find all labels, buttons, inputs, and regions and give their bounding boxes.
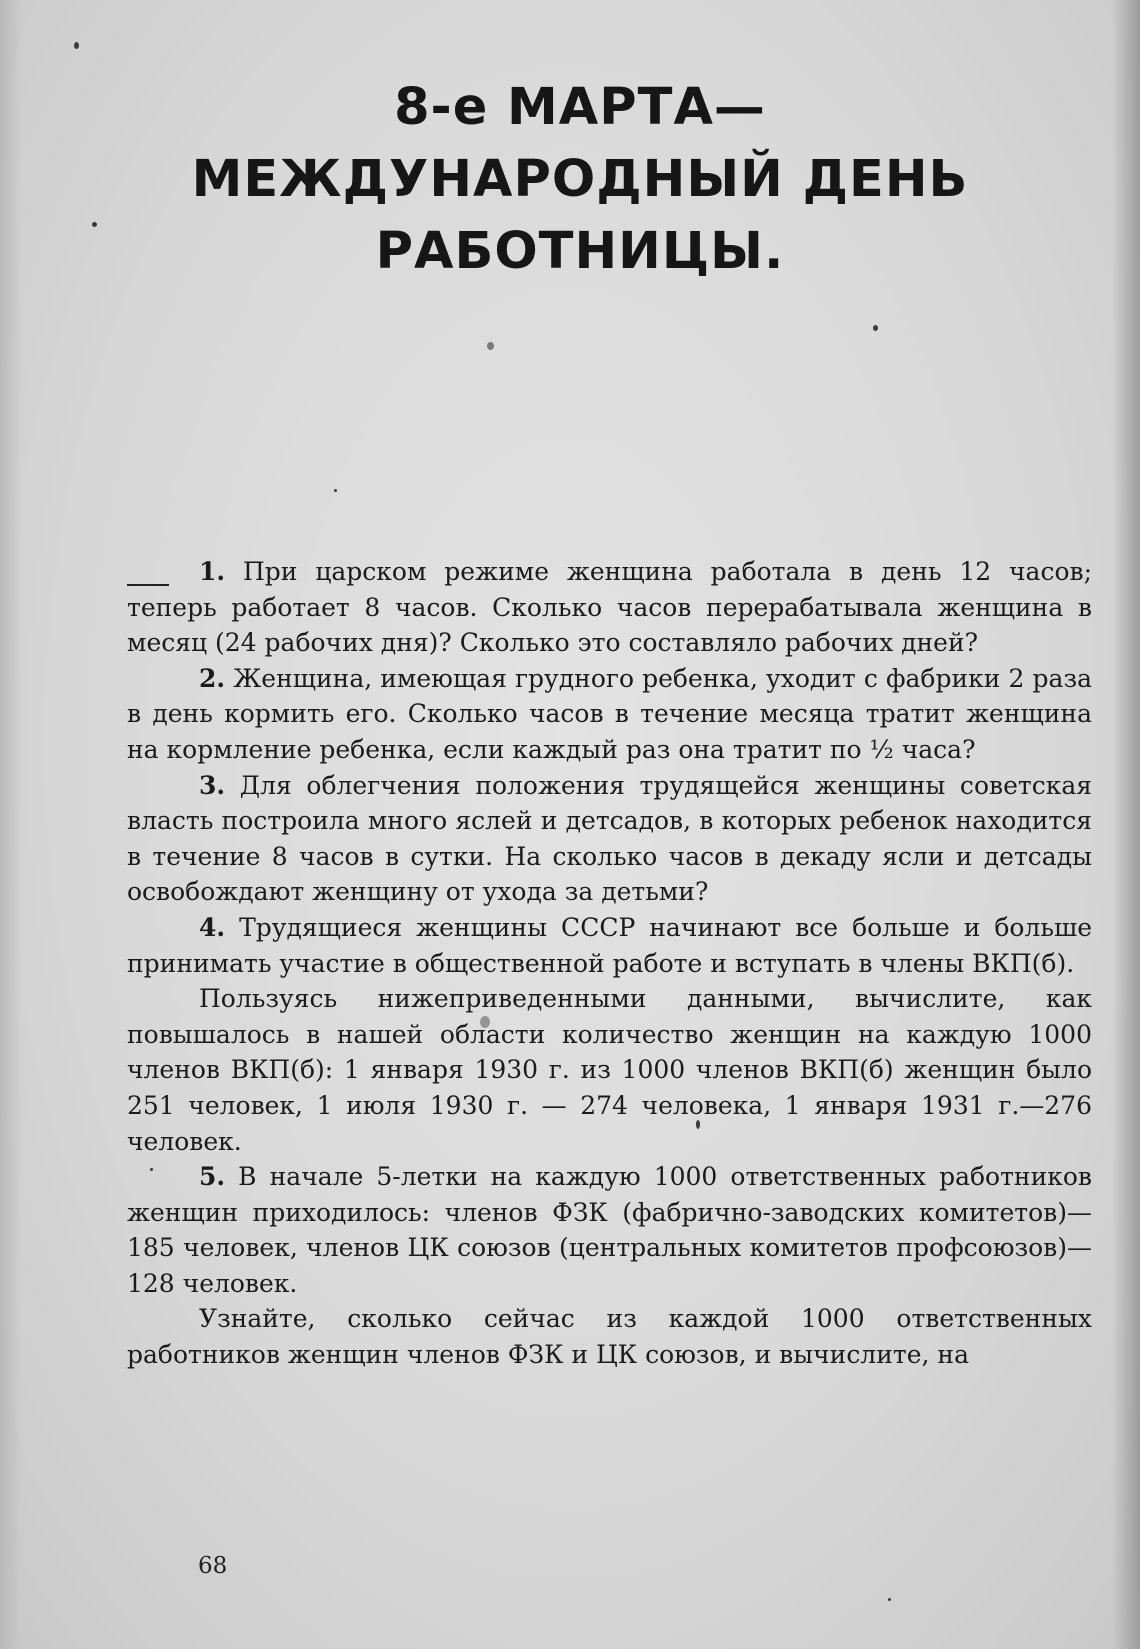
problem-text: Женщина, имеющая грудного ребенка, уходит с фабрики 2 раза в день кормить его. Сколько часов в течение месяца тратит женщина на кормление ребенка, если каждый раз она тратит по ½ часа?: [127, 663, 1092, 764]
page-number: 68: [198, 1553, 228, 1579]
problem-number: 2.: [199, 663, 226, 693]
problem-text: Пользуясь нижеприведенными данными, вычислите, как повышалось в нашей области количество женщин на каждую 1000 членов ВКП(б): 1 января 1930 г. из 1000 членов ВКП(б) женщин было 251 человек, 1 июля 1930 г. — 274 человека, 1 января 1931 г.—276 человек.: [127, 984, 1092, 1156]
problems-text: [127, 554, 1092, 1373]
print-speck: [487, 342, 494, 350]
margin-mark: [127, 584, 169, 586]
page-right-edge-shadow: [1112, 0, 1140, 1649]
problem-4: [127, 910, 1092, 981]
problem-text: В начале 5-летки на каждую 1000 ответственных работников женщин приходилось: членов ФЗК (фабрично-заводских комитетов)—185 человек, членов ЦК союзов (центральных комитетов профсоюзов)—128 человек.: [127, 1162, 1092, 1298]
print-speck: [334, 489, 337, 492]
print-speck: [74, 42, 79, 49]
problem-number: 3.: [199, 770, 226, 800]
problem-1: [127, 554, 1092, 661]
chapter-title: [120, 72, 1040, 288]
problem-2: [127, 661, 1092, 768]
problem-number: 4.: [199, 912, 226, 942]
print-speck: [150, 1168, 153, 1171]
print-speck: [888, 1598, 891, 1601]
problem-text: Для облегчения положения трудящейся женщины советская власть построила много яслей и детсадов, в которых ребенок находится в течение 8 часов в сутки. На сколько часов в декаду ясли и детсады освобождают женщину от ухода за детьми?: [127, 770, 1092, 907]
problem-3: [127, 768, 1092, 910]
chapter-title-line-3: РАБОТНИЦЫ.: [375, 222, 785, 281]
print-speck: [92, 222, 97, 227]
problem-5-continued: [127, 1301, 1092, 1372]
problem-text: Трудящиеся женщины СССР начинают все больше и больше принимать участие в общественной работе и вступать в члены ВКП(б).: [127, 912, 1092, 978]
print-speck: [480, 1016, 490, 1028]
print-speck: [873, 325, 878, 331]
problem-number: 1.: [199, 557, 226, 586]
problem-5: [127, 1159, 1092, 1301]
chapter-title-line-1: 8-е МАРТА—: [394, 78, 766, 137]
problem-number: 5.: [199, 1162, 226, 1192]
problem-4-continued: [127, 981, 1092, 1159]
problem-text: Узнайте, сколько сейчас из каждой 1000 ответственных работников женщин членов ФЗК и ЦК союзов, и вычислите, на: [127, 1304, 1092, 1370]
chapter-title-line-2: МЕЖДУНАРОДНЫЙ ДЕНЬ: [191, 150, 969, 209]
problem-text: При царском режиме женщина работала в день 12 часов; теперь работает 8 часов. Сколько часов перерабатывала женщина в месяц (24 рабочих дня)? Сколько это составляло рабочих дней?: [127, 557, 1092, 658]
page-left-edge-shadow: [0, 0, 22, 1649]
print-speck: [696, 1120, 700, 1129]
